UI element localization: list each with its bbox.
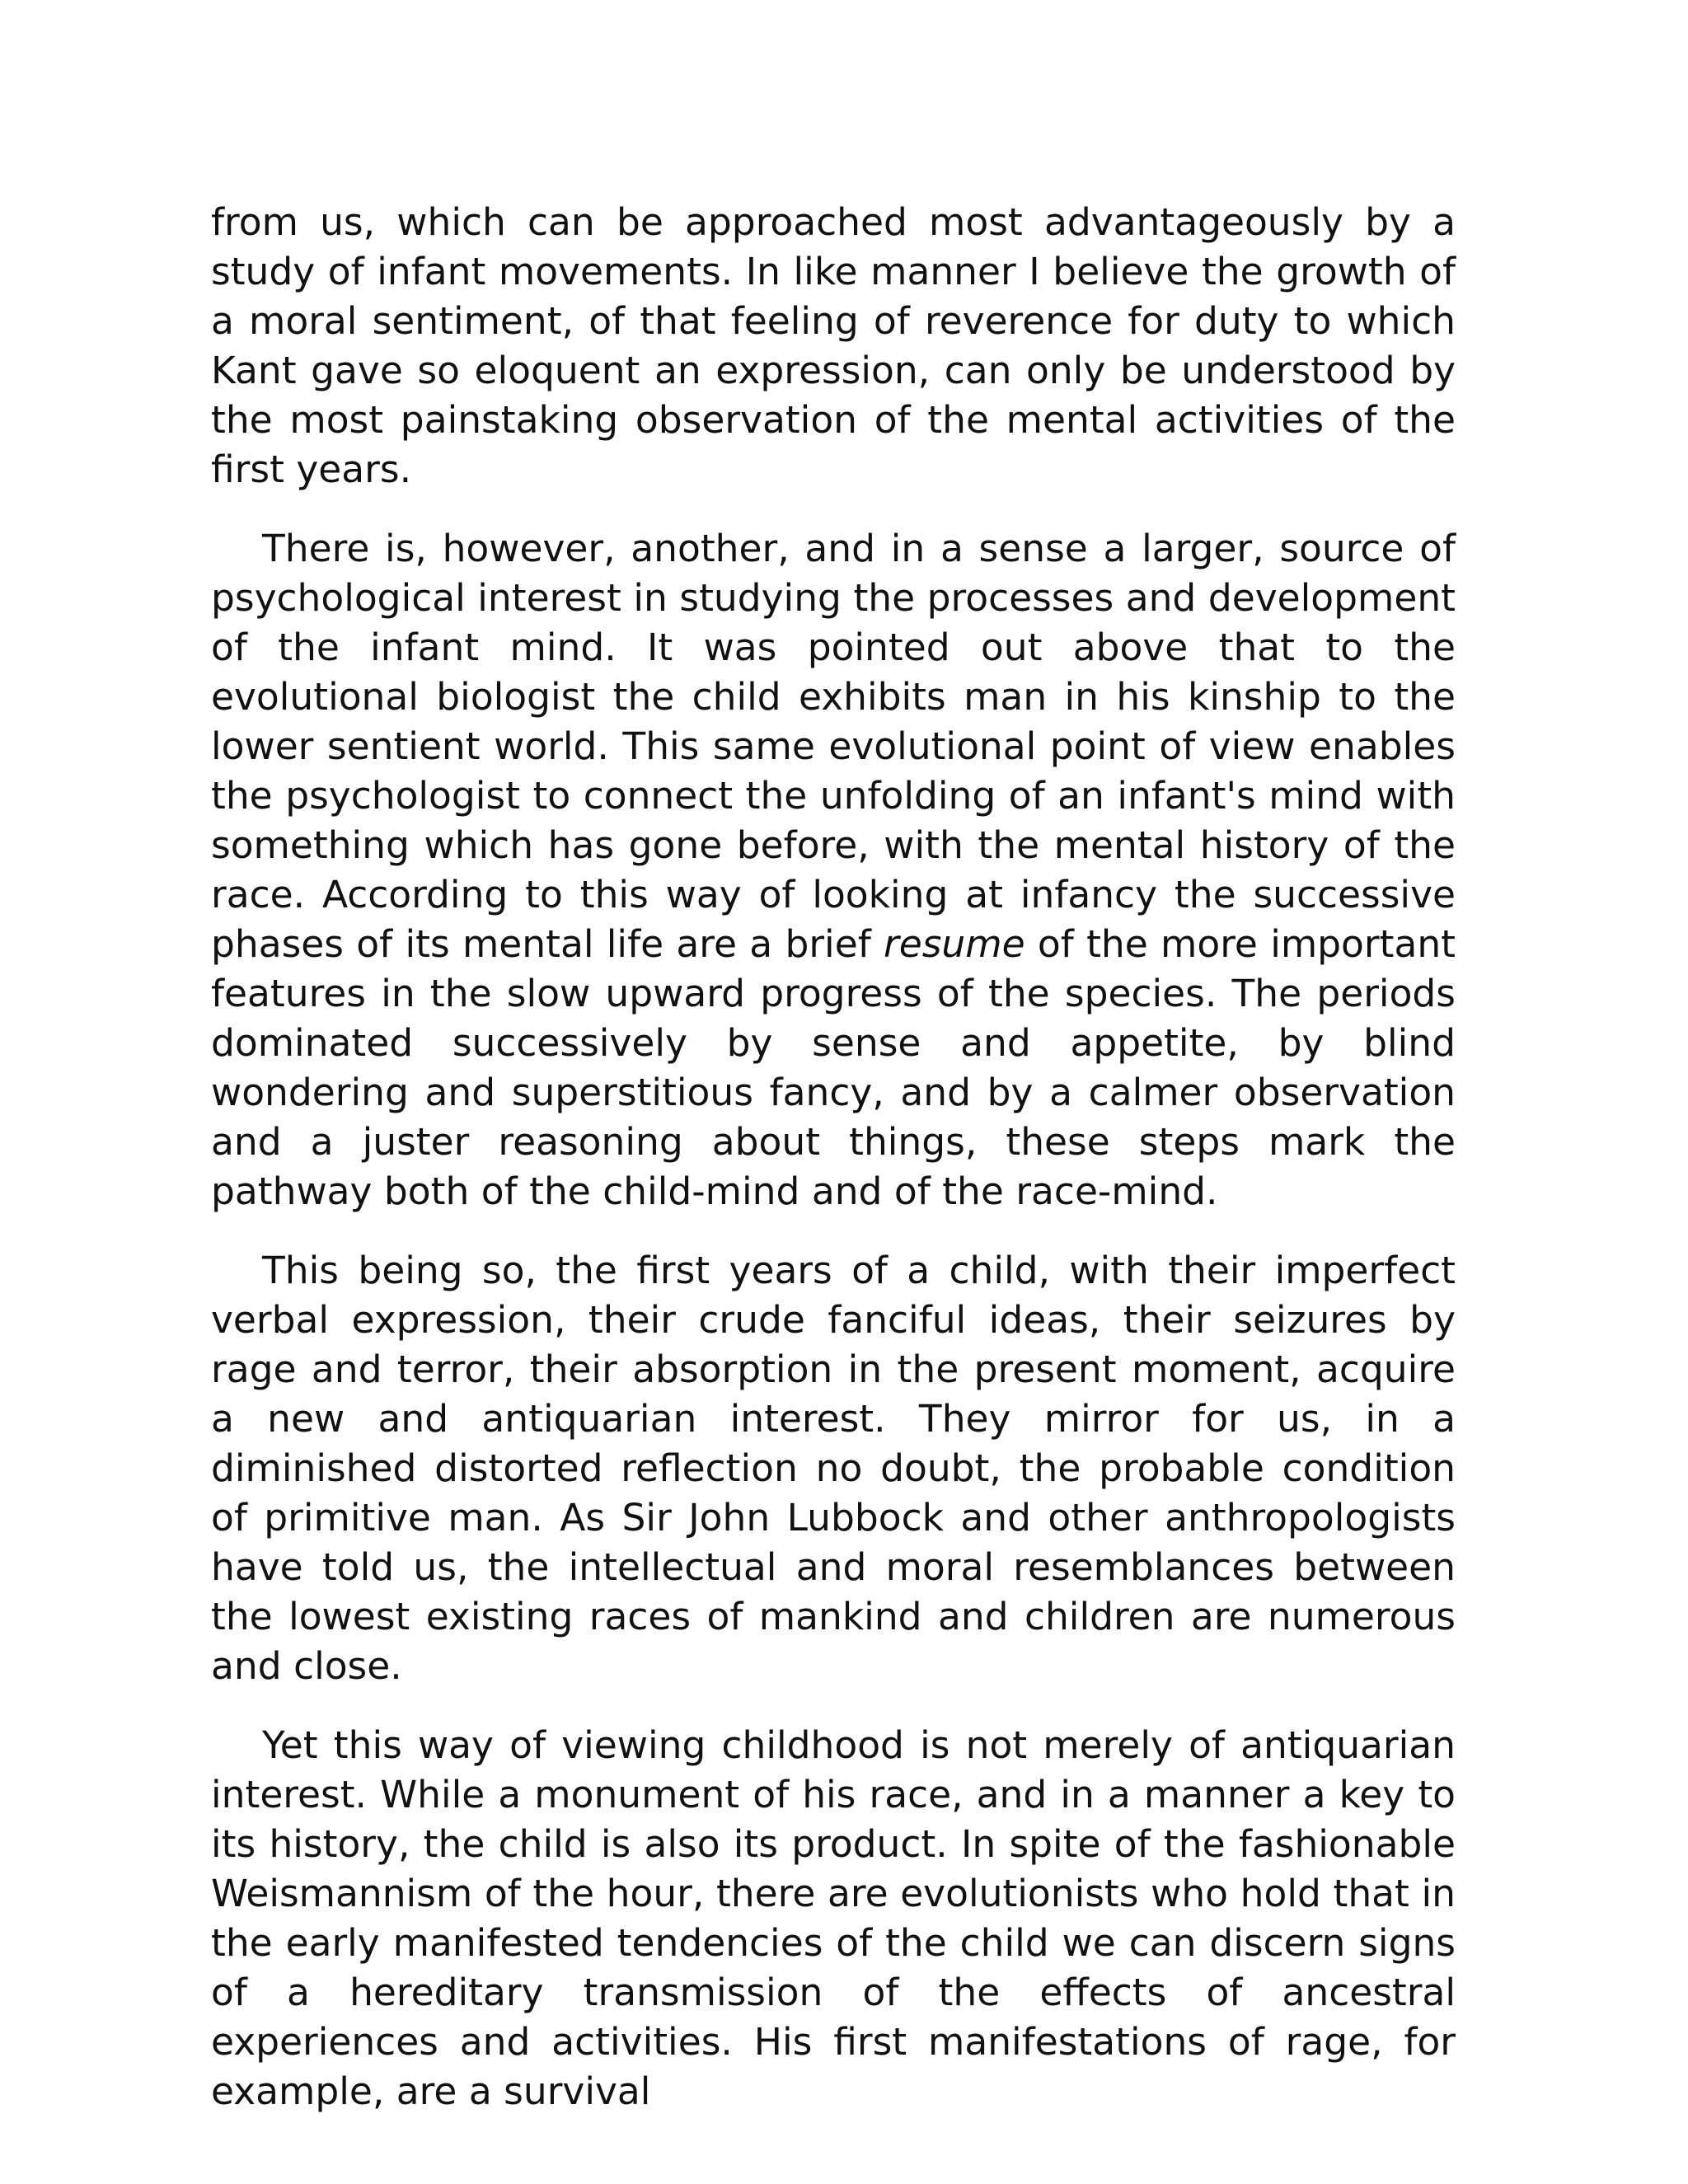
paragraph-2-italic-word: resume [884, 922, 1025, 966]
paragraph-2-text-a: There is, however, another, and in a sense a larger, source of psychological interest in studying the processes and development of the infant mind. It was pointed out above that to the evolutional biologist the child exhibits man in his kinship to the lower sentient world. This same evolutional point of view enables the psychologist to connect the unfolding of an infant's mind with something which has gone before, with the mental history of the race. According to this way of looking at infancy the successive phases of its mental life are a brief [211, 527, 1456, 966]
paragraph-1 [211, 198, 1456, 494]
paragraph-3-text: This being so, the first years of a child, with their imperfect verbal expression, their crude fanciful ideas, their seizures by rage and terror, their absorption in the present moment, acquire a new and antiquarian interest. They mirror for us, in a diminished distorted reflection no doubt, the probable condition of primitive man. As Sir John Lubbock and other anthropologists have told us, the intellectual and moral resemblances between the lowest existing races of mankind and children are numerous and close. [211, 1249, 1456, 1688]
paragraph-2 [211, 524, 1456, 1216]
paragraph-1-text: from us, which can be approached most advantageously by a study of infant movements. In like manner I believe the growth of a moral sentiment, of that feeling of reverence for duty to which Kant gave so eloquent an expression, can only be understood by the most painstaking observation of the mental activities of the first years. [211, 200, 1456, 491]
paragraph-4 [211, 1721, 1456, 2116]
paragraph-2-text-b: of the more important features in the slow upward progress of the species. The periods dominated successively by sense and appetite, by blind wondering and superstitious fancy, and by a calmer observation and a juster reasoning about things, these steps mark the pathway both of the child-mind and of the race-mind. [211, 922, 1456, 1213]
paragraph-4-text: Yet this way of viewing childhood is not merely of antiquarian interest. While a monument of his race, and in a manner a key to its history, the child is also its product. In spite of the fashionable Weismannism of the hour, there are evolutionists who hold that in the early manifested tendencies of the child we can discern signs of a hereditary transmission of the effects of ancestral experiences and activities. His first manifestations of rage, for example, are a survival [211, 1723, 1456, 2113]
paragraph-3 [211, 1246, 1456, 1691]
document-page [211, 198, 1456, 2146]
